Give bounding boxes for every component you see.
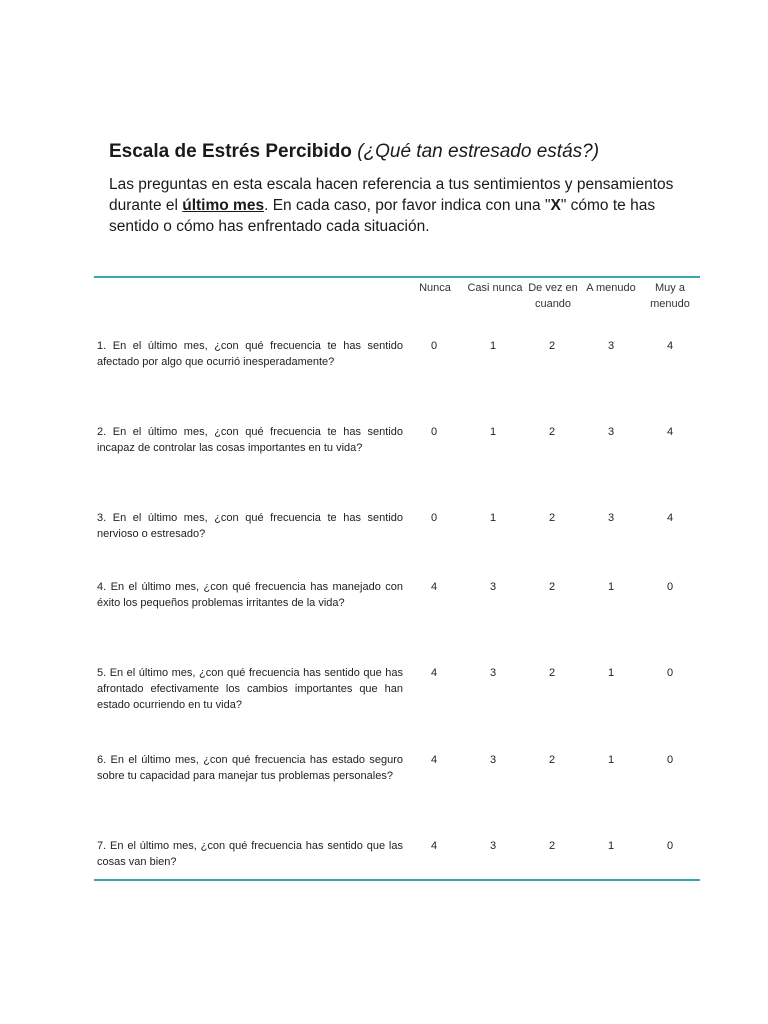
- score-q5-casi-nunca: 3: [489, 667, 497, 679]
- score-q4-a-menudo: 1: [607, 581, 615, 593]
- column-header-muy-a-menudo: Muy a menudo: [650, 282, 690, 310]
- score-q1-a-menudo: 3: [607, 340, 615, 352]
- column-header-a-menudo: A menudo: [586, 282, 636, 294]
- score-q1-muy-a-menudo: 4: [666, 340, 674, 352]
- score-q5-a-menudo: 1: [607, 667, 615, 679]
- intro-underlined: último mes: [182, 197, 265, 214]
- column-header-nunca: Nunca: [419, 282, 451, 294]
- intro-text-1: Las preguntas en esta escala hacen referencia a tus sentimientos y pensamientos durante el: [109, 176, 674, 214]
- score-q5-nunca: 4: [430, 667, 438, 679]
- question-5: 5. En el último mes, ¿con qué frecuencia has sentido que has afrontado efectivamente los cambios importantes que han estado ocurriendo en tu vida?: [97, 667, 403, 711]
- question-4: 4. En el último mes, ¿con qué frecuencia has manejado con éxito los pequeños problemas irritantes de la vida?: [97, 581, 403, 609]
- title-main: Escala de Estrés Percibido: [109, 141, 352, 162]
- question-3: 3. En el último mes, ¿con qué frecuencia te has sentido nervioso o estresado?: [97, 512, 403, 540]
- title-subtitle: (¿Qué tan estresado estás?): [357, 141, 600, 162]
- score-q7-nunca: 4: [430, 840, 438, 852]
- score-q3-de-vez-en-cuando: 2: [548, 512, 556, 524]
- intro-paragraph: [109, 174, 699, 237]
- score-q3-casi-nunca: 1: [489, 512, 497, 524]
- score-q5-muy-a-menudo: 0: [666, 667, 674, 679]
- score-q7-de-vez-en-cuando: 2: [548, 840, 556, 852]
- score-q6-muy-a-menudo: 0: [666, 754, 674, 766]
- column-header-casi-nunca: Casi nunca: [467, 282, 523, 294]
- question-1: 1. En el último mes, ¿con qué frecuencia te has sentido afectado por algo que ocurrió inesperadamente?: [97, 340, 403, 368]
- score-q6-casi-nunca: 3: [489, 754, 497, 766]
- score-q1-casi-nunca: 1: [489, 340, 497, 352]
- intro-text-2: . En cada caso, por favor indica con una ": [264, 197, 551, 214]
- question-6: 6. En el último mes, ¿con qué frecuencia has estado seguro sobre tu capacidad para manejar tus problemas personales?: [97, 754, 403, 782]
- page-title: [109, 140, 599, 164]
- score-q1-de-vez-en-cuando: 2: [548, 340, 556, 352]
- score-q3-a-menudo: 3: [607, 512, 615, 524]
- score-q2-muy-a-menudo: 4: [666, 426, 674, 438]
- table-bottom-rule: [94, 879, 700, 881]
- score-q2-casi-nunca: 1: [489, 426, 497, 438]
- score-q7-casi-nunca: 3: [489, 840, 497, 852]
- score-q7-muy-a-menudo: 0: [666, 840, 674, 852]
- column-header-de-vez-en-cuando: De vez en cuando: [528, 282, 578, 310]
- table-top-rule: [94, 276, 700, 278]
- score-q4-muy-a-menudo: 0: [666, 581, 674, 593]
- score-q7-a-menudo: 1: [607, 840, 615, 852]
- score-q4-nunca: 4: [430, 581, 438, 593]
- score-q1-nunca: 0: [430, 340, 438, 352]
- score-q2-de-vez-en-cuando: 2: [548, 426, 556, 438]
- score-q6-de-vez-en-cuando: 2: [548, 754, 556, 766]
- score-q3-nunca: 0: [430, 512, 438, 524]
- question-2: 2. En el último mes, ¿con qué frecuencia te has sentido incapaz de controlar las cosas importantes en tu vida?: [97, 426, 403, 454]
- question-7: 7. En el último mes, ¿con qué frecuencia has sentido que las cosas van bien?: [97, 840, 403, 868]
- score-q4-casi-nunca: 3: [489, 581, 497, 593]
- score-q3-muy-a-menudo: 4: [666, 512, 674, 524]
- score-q4-de-vez-en-cuando: 2: [548, 581, 556, 593]
- score-q2-a-menudo: 3: [607, 426, 615, 438]
- intro-bold-x: X: [550, 197, 561, 214]
- score-q5-de-vez-en-cuando: 2: [548, 667, 556, 679]
- score-q6-a-menudo: 1: [607, 754, 615, 766]
- intro-text-3: " cómo te has sentido o cómo has enfrentado cada situación.: [109, 197, 656, 235]
- score-q2-nunca: 0: [430, 426, 438, 438]
- score-q6-nunca: 4: [430, 754, 438, 766]
